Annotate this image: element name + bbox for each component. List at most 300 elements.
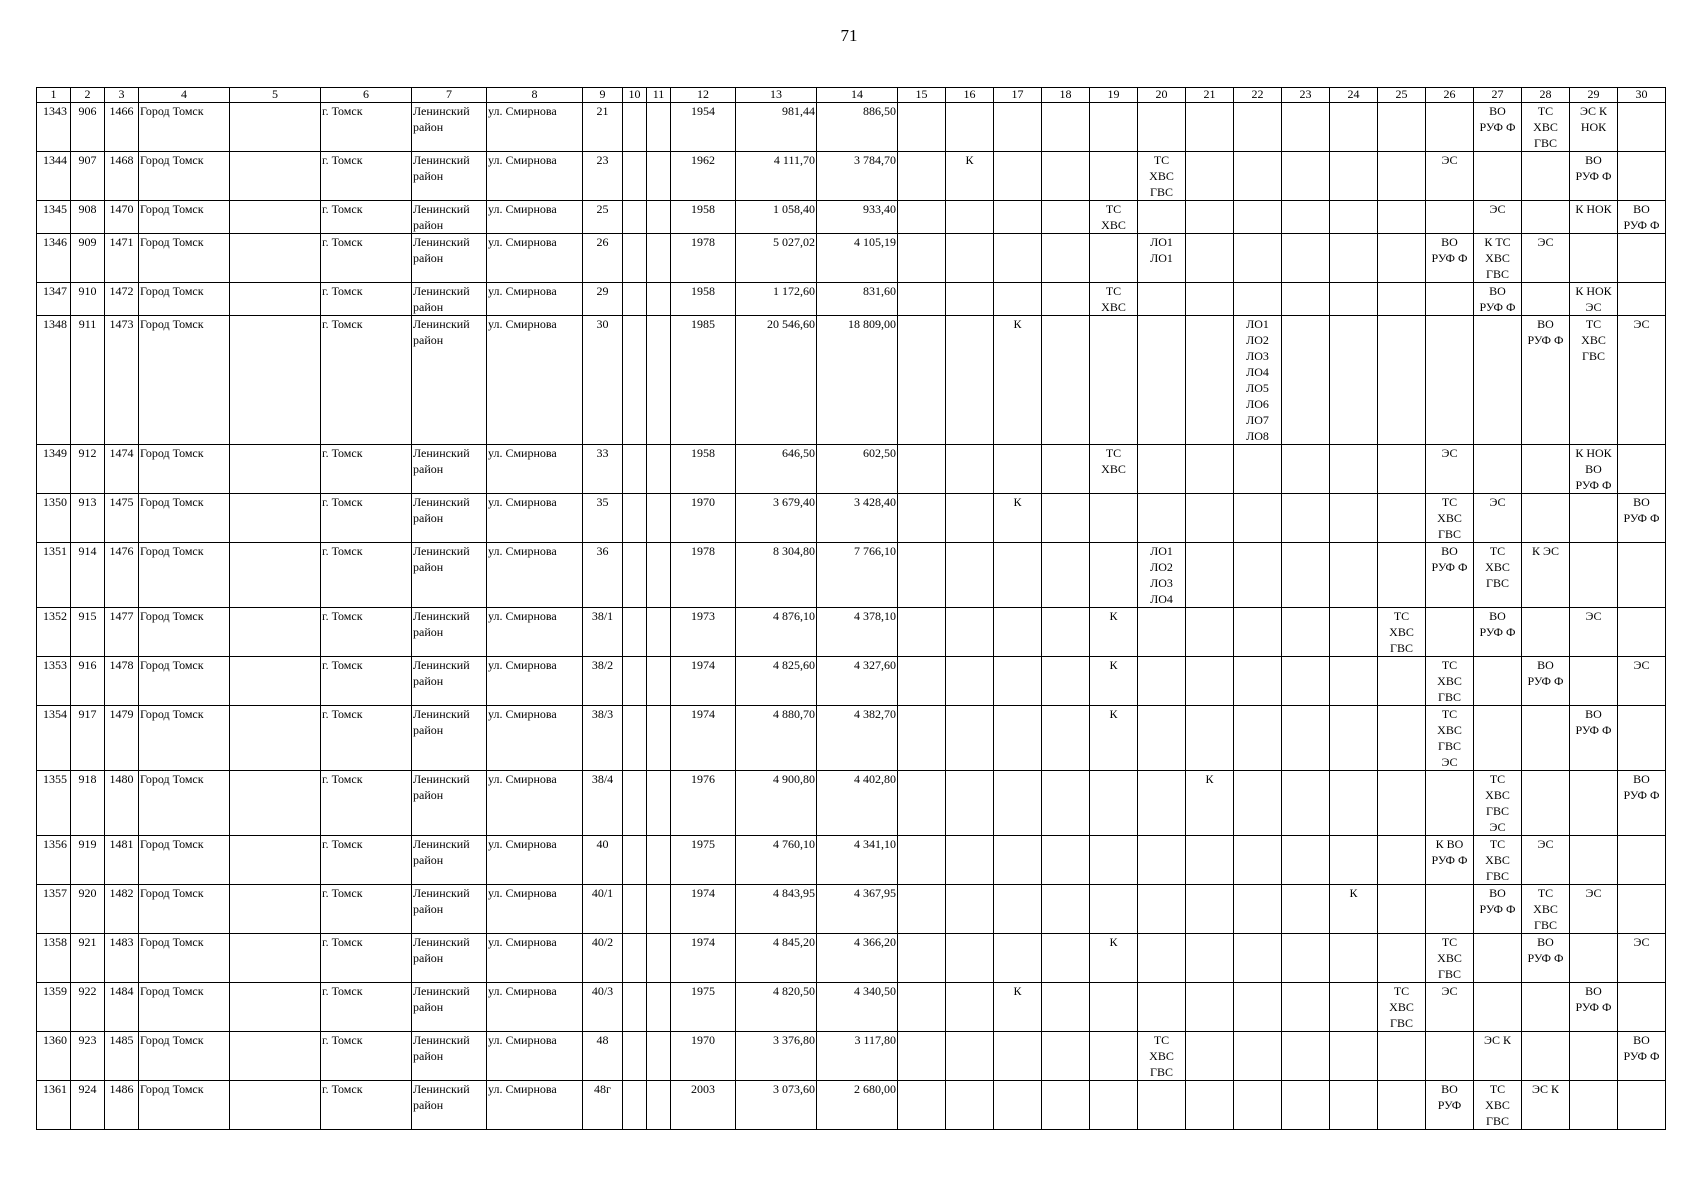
district-cell: Ленинский район [412,1032,487,1081]
repair-col-30-cell: ВО РУФ Ф [1618,1032,1666,1081]
total-area-cell: 4 760,10 [736,836,817,885]
column-header: 5 [230,88,321,103]
repair-col-15-cell [898,543,946,608]
street-cell: ул. Смирнова [487,836,583,885]
living-area-cell: 4 366,20 [817,934,898,983]
repair-col-18-cell [1042,934,1090,983]
repair-col-15-cell [898,1032,946,1081]
repair-col-26-cell: ЭС [1426,983,1474,1032]
repair-col-15-cell [898,152,946,201]
repair-col-19-cell: ТС ХВС [1090,201,1138,234]
column-11-cell [647,445,671,494]
repair-col-23-cell [1282,543,1330,608]
column-header: 1 [37,88,71,103]
row-number-cell: 1352 [37,608,71,657]
settlement-cell: г. Томск [321,283,412,316]
repair-col-28-cell: ЭС К [1522,1081,1570,1130]
house-id-cell: 1479 [105,706,139,771]
list-number-cell: 919 [71,836,105,885]
house-number-cell: 48 [583,1032,623,1081]
column-5-cell [230,771,321,836]
row-number-cell: 1356 [37,836,71,885]
row-number-cell: 1358 [37,934,71,983]
column-header: 29 [1570,88,1618,103]
repair-col-19-cell [1090,152,1138,201]
repair-col-28-cell [1522,494,1570,543]
page-number: 71 [840,26,858,45]
repair-col-15-cell [898,983,946,1032]
district-cell: Ленинский район [412,494,487,543]
repair-col-27-cell: ЭС [1474,201,1522,234]
column-11-cell [647,316,671,445]
district-cell: Ленинский район [412,152,487,201]
repair-col-20-cell [1138,706,1186,771]
table-row [37,201,1666,234]
repair-col-20-cell [1138,885,1186,934]
repair-col-24-cell [1330,316,1378,445]
repair-col-20-cell: ТС ХВС ГВС [1138,152,1186,201]
repair-col-19-cell: К [1090,608,1138,657]
column-number-header [37,88,1666,103]
house-id-cell: 1466 [105,103,139,152]
total-area-cell: 1 058,40 [736,201,817,234]
settlement-cell: г. Томск [321,316,412,445]
repair-col-25-cell [1378,283,1426,316]
settlement-cell: г. Томск [321,234,412,283]
table-row [37,608,1666,657]
repair-col-26-cell: ВО РУФ Ф [1426,543,1474,608]
repair-col-19-cell [1090,836,1138,885]
repair-col-22-cell [1234,657,1282,706]
repair-col-16-cell [946,885,994,934]
settlement-cell: г. Томск [321,885,412,934]
repair-col-16-cell [946,103,994,152]
house-id-cell: 1474 [105,445,139,494]
column-5-cell [230,983,321,1032]
repair-col-19-cell [1090,543,1138,608]
repair-col-30-cell [1618,836,1666,885]
repair-col-18-cell [1042,201,1090,234]
repair-col-22-cell [1234,543,1282,608]
house-id-cell: 1485 [105,1032,139,1081]
column-header: 21 [1186,88,1234,103]
total-area-cell: 3 376,80 [736,1032,817,1081]
repair-col-26-cell [1426,608,1474,657]
repair-col-29-cell: ТС ХВС ГВС [1570,316,1618,445]
repair-col-19-cell: К [1090,657,1138,706]
repair-col-20-cell [1138,494,1186,543]
house-id-cell: 1486 [105,1081,139,1130]
repair-col-21-cell [1186,316,1234,445]
column-header: 17 [994,88,1042,103]
list-number-cell: 915 [71,608,105,657]
repair-col-19-cell [1090,103,1138,152]
house-id-cell: 1480 [105,771,139,836]
repair-col-17-cell [994,103,1042,152]
column-header: 13 [736,88,817,103]
repair-col-23-cell [1282,103,1330,152]
living-area-cell: 831,60 [817,283,898,316]
house-id-cell: 1484 [105,983,139,1032]
repair-col-26-cell: ТС ХВС ГВС ЭС [1426,706,1474,771]
repair-col-15-cell [898,445,946,494]
repair-col-30-cell: ЭС [1618,657,1666,706]
repair-col-17-cell [994,706,1042,771]
repair-col-25-cell [1378,316,1426,445]
repair-col-27-cell: ЭС [1474,494,1522,543]
column-5-cell [230,885,321,934]
repair-col-24-cell [1330,608,1378,657]
column-11-cell [647,657,671,706]
repair-col-16-cell [946,771,994,836]
row-number-cell: 1344 [37,152,71,201]
repair-col-25-cell [1378,445,1426,494]
repair-col-25-cell [1378,1032,1426,1081]
repair-col-30-cell [1618,543,1666,608]
repair-col-20-cell: ТС ХВС ГВС [1138,1032,1186,1081]
repair-col-26-cell [1426,885,1474,934]
repair-col-19-cell: ТС ХВС [1090,445,1138,494]
build-year-cell: 1978 [671,234,736,283]
repair-col-21-cell [1186,152,1234,201]
column-header: 10 [623,88,647,103]
list-number-cell: 917 [71,706,105,771]
header-row [37,88,1666,103]
repair-col-20-cell: ЛО1 ЛО2 ЛО3 ЛО4 [1138,543,1186,608]
living-area-cell: 4 378,10 [817,608,898,657]
house-id-cell: 1476 [105,543,139,608]
column-header: 6 [321,88,412,103]
repair-col-19-cell [1090,885,1138,934]
build-year-cell: 1974 [671,934,736,983]
column-5-cell [230,836,321,885]
repair-col-22-cell [1234,152,1282,201]
repair-col-27-cell [1474,316,1522,445]
list-number-cell: 910 [71,283,105,316]
repair-col-23-cell [1282,836,1330,885]
column-11-cell [647,983,671,1032]
total-area-cell: 4 825,60 [736,657,817,706]
repair-col-25-cell [1378,657,1426,706]
repair-col-20-cell [1138,657,1186,706]
table-row [37,283,1666,316]
build-year-cell: 1978 [671,543,736,608]
build-year-cell: 1958 [671,201,736,234]
repair-col-26-cell [1426,771,1474,836]
house-number-cell: 38/4 [583,771,623,836]
living-area-cell: 7 766,10 [817,543,898,608]
living-area-cell: 3 784,70 [817,152,898,201]
living-area-cell: 18 809,00 [817,316,898,445]
repair-col-15-cell [898,494,946,543]
house-number-cell: 38/3 [583,706,623,771]
living-area-cell: 4 367,95 [817,885,898,934]
repair-col-17-cell [994,934,1042,983]
repair-col-25-cell [1378,201,1426,234]
column-header: 2 [71,88,105,103]
row-number-cell: 1359 [37,983,71,1032]
table-row [37,1081,1666,1130]
repair-col-20-cell [1138,934,1186,983]
list-number-cell: 912 [71,445,105,494]
repair-col-17-cell: К [994,494,1042,543]
total-area-cell: 4 820,50 [736,983,817,1032]
settlement-cell: г. Томск [321,983,412,1032]
repair-col-16-cell [946,608,994,657]
living-area-cell: 4 382,70 [817,706,898,771]
repair-col-26-cell: ВО РУФ [1426,1081,1474,1130]
repair-col-30-cell: ЭС [1618,316,1666,445]
house-number-cell: 48г [583,1081,623,1130]
living-area-cell: 933,40 [817,201,898,234]
repair-col-25-cell [1378,103,1426,152]
list-number-cell: 924 [71,1081,105,1130]
district-cell: Ленинский район [412,657,487,706]
repair-col-17-cell [994,836,1042,885]
repair-col-20-cell [1138,771,1186,836]
repair-col-23-cell [1282,608,1330,657]
repair-col-20-cell [1138,283,1186,316]
district-cell: Ленинский район [412,608,487,657]
row-number-cell: 1343 [37,103,71,152]
repair-col-22-cell [1234,201,1282,234]
repair-col-30-cell [1618,885,1666,934]
repair-col-22-cell [1234,706,1282,771]
column-header: 30 [1618,88,1666,103]
repair-col-27-cell: ВО РУФ Ф [1474,103,1522,152]
row-number-cell: 1355 [37,771,71,836]
house-number-cell: 26 [583,234,623,283]
column-header: 15 [898,88,946,103]
column-5-cell [230,706,321,771]
repair-col-22-cell [1234,445,1282,494]
repair-col-15-cell [898,1081,946,1130]
repair-col-30-cell: ВО РУФ Ф [1618,771,1666,836]
build-year-cell: 1975 [671,836,736,885]
living-area-cell: 4 327,60 [817,657,898,706]
municipality-cell: Город Томск [139,1032,230,1081]
repair-col-28-cell [1522,152,1570,201]
repair-col-29-cell [1570,934,1618,983]
repair-col-25-cell [1378,836,1426,885]
repair-col-29-cell [1570,1032,1618,1081]
repair-col-24-cell [1330,494,1378,543]
table-row [37,152,1666,201]
repair-col-20-cell [1138,201,1186,234]
repair-col-17-cell: К [994,983,1042,1032]
list-number-cell: 909 [71,234,105,283]
repair-col-22-cell: ЛО1 ЛО2 ЛО3 ЛО4 ЛО5 ЛО6 ЛО7 ЛО8 [1234,316,1282,445]
repair-col-28-cell [1522,608,1570,657]
column-10-cell [623,771,647,836]
repair-col-22-cell [1234,771,1282,836]
living-area-cell: 886,50 [817,103,898,152]
repair-col-27-cell: ВО РУФ Ф [1474,283,1522,316]
column-11-cell [647,152,671,201]
house-number-cell: 38/2 [583,657,623,706]
street-cell: ул. Смирнова [487,234,583,283]
table-row [37,771,1666,836]
municipality-cell: Город Томск [139,983,230,1032]
repair-col-28-cell [1522,1032,1570,1081]
repair-col-22-cell [1234,1032,1282,1081]
repair-col-21-cell [1186,234,1234,283]
repair-col-28-cell: ТС ХВС ГВС [1522,103,1570,152]
repair-col-24-cell [1330,1032,1378,1081]
repair-col-29-cell: ВО РУФ Ф [1570,152,1618,201]
repair-col-17-cell [994,283,1042,316]
street-cell: ул. Смирнова [487,201,583,234]
house-number-cell: 23 [583,152,623,201]
repair-col-24-cell [1330,152,1378,201]
street-cell: ул. Смирнова [487,543,583,608]
column-10-cell [623,445,647,494]
table-row [37,445,1666,494]
repair-col-29-cell [1570,543,1618,608]
repair-col-30-cell: ВО РУФ Ф [1618,494,1666,543]
table-row [37,316,1666,445]
repair-col-21-cell [1186,608,1234,657]
repair-col-20-cell [1138,103,1186,152]
repair-col-30-cell [1618,1081,1666,1130]
repair-col-18-cell [1042,543,1090,608]
repair-col-15-cell [898,706,946,771]
repair-col-16-cell [946,836,994,885]
district-cell: Ленинский район [412,445,487,494]
list-number-cell: 906 [71,103,105,152]
repair-col-21-cell [1186,494,1234,543]
repair-col-15-cell [898,201,946,234]
column-10-cell [623,885,647,934]
table-row [37,234,1666,283]
repair-col-27-cell: ТС ХВС ГВС [1474,836,1522,885]
build-year-cell: 1985 [671,316,736,445]
street-cell: ул. Смирнова [487,885,583,934]
repair-col-26-cell [1426,283,1474,316]
municipality-cell: Город Томск [139,201,230,234]
column-11-cell [647,934,671,983]
house-id-cell: 1481 [105,836,139,885]
repair-col-26-cell [1426,1032,1474,1081]
repair-col-27-cell: ТС ХВС ГВС [1474,1081,1522,1130]
street-cell: ул. Смирнова [487,934,583,983]
repair-col-30-cell [1618,283,1666,316]
street-cell: ул. Смирнова [487,494,583,543]
district-cell: Ленинский район [412,771,487,836]
repair-col-23-cell [1282,494,1330,543]
repair-col-15-cell [898,283,946,316]
repair-col-15-cell [898,836,946,885]
repair-col-19-cell [1090,771,1138,836]
repair-col-16-cell [946,657,994,706]
street-cell: ул. Смирнова [487,983,583,1032]
column-11-cell [647,103,671,152]
column-5-cell [230,234,321,283]
repair-col-19-cell: ТС ХВС [1090,283,1138,316]
repair-col-29-cell: ЭС [1570,885,1618,934]
repair-col-16-cell [946,1081,994,1130]
repair-col-30-cell [1618,608,1666,657]
municipality-cell: Город Томск [139,316,230,445]
list-number-cell: 923 [71,1032,105,1081]
repair-col-17-cell [994,543,1042,608]
repair-col-27-cell [1474,983,1522,1032]
repair-col-19-cell [1090,983,1138,1032]
house-number-cell: 36 [583,543,623,608]
repair-col-17-cell [994,608,1042,657]
list-number-cell: 911 [71,316,105,445]
municipality-cell: Город Томск [139,934,230,983]
settlement-cell: г. Томск [321,706,412,771]
street-cell: ул. Смирнова [487,608,583,657]
repair-col-30-cell: ЭС [1618,934,1666,983]
house-number-cell: 40/1 [583,885,623,934]
repair-col-22-cell [1234,283,1282,316]
house-number-cell: 40/3 [583,983,623,1032]
repair-col-30-cell [1618,706,1666,771]
repair-col-26-cell: ТС ХВС ГВС [1426,657,1474,706]
house-number-cell: 29 [583,283,623,316]
row-number-cell: 1361 [37,1081,71,1130]
column-11-cell [647,1032,671,1081]
repair-col-27-cell: ВО РУФ Ф [1474,608,1522,657]
repair-col-23-cell [1282,771,1330,836]
column-header: 19 [1090,88,1138,103]
repair-col-24-cell [1330,836,1378,885]
district-cell: Ленинский район [412,543,487,608]
settlement-cell: г. Томск [321,152,412,201]
municipality-cell: Город Томск [139,885,230,934]
district-cell: Ленинский район [412,283,487,316]
table-body [37,103,1666,1130]
living-area-cell: 3 117,80 [817,1032,898,1081]
repair-col-26-cell [1426,201,1474,234]
repair-col-15-cell [898,316,946,445]
column-header: 16 [946,88,994,103]
repair-col-18-cell [1042,885,1090,934]
repair-col-18-cell [1042,706,1090,771]
column-header: 27 [1474,88,1522,103]
row-number-cell: 1350 [37,494,71,543]
district-cell: Ленинский район [412,885,487,934]
column-10-cell [623,201,647,234]
row-number-cell: 1345 [37,201,71,234]
repair-col-24-cell [1330,283,1378,316]
repair-col-22-cell [1234,494,1282,543]
column-10-cell [623,316,647,445]
municipality-cell: Город Томск [139,543,230,608]
build-year-cell: 1974 [671,885,736,934]
repair-col-19-cell [1090,494,1138,543]
repair-col-25-cell [1378,152,1426,201]
living-area-cell: 602,50 [817,445,898,494]
house-id-cell: 1477 [105,608,139,657]
repair-col-25-cell [1378,706,1426,771]
repair-col-21-cell [1186,103,1234,152]
column-header: 7 [412,88,487,103]
municipality-cell: Город Томск [139,494,230,543]
row-number-cell: 1347 [37,283,71,316]
column-10-cell [623,543,647,608]
column-header: 3 [105,88,139,103]
repair-col-28-cell: ЭС [1522,234,1570,283]
repair-col-30-cell [1618,234,1666,283]
column-header: 24 [1330,88,1378,103]
repair-col-30-cell [1618,983,1666,1032]
repair-col-21-cell [1186,201,1234,234]
column-5-cell [230,201,321,234]
repair-col-25-cell [1378,543,1426,608]
